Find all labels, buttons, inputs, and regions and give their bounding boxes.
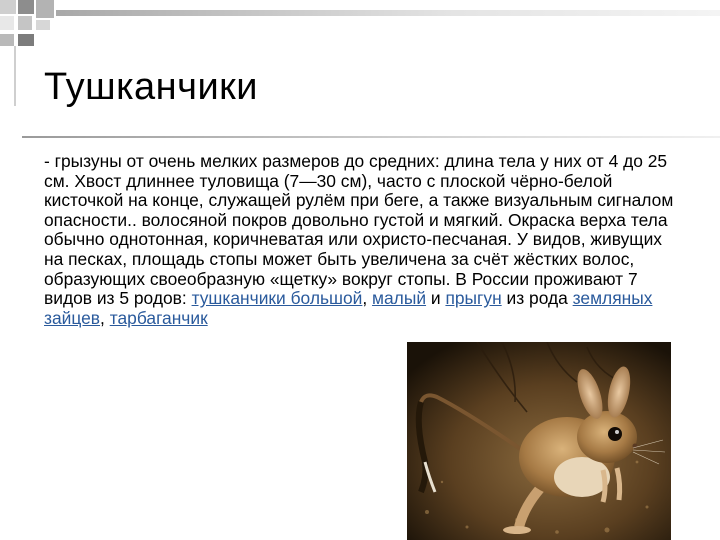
header-band — [56, 10, 720, 16]
jerboa-photo — [407, 342, 671, 540]
side-rule — [14, 46, 16, 106]
genus-text: из рода — [501, 288, 573, 309]
slide-title: Тушканчики — [44, 66, 259, 108]
decor-square — [0, 0, 16, 14]
link-big-jerboa[interactable]: тушканчики большой — [191, 288, 363, 309]
decor-square — [18, 34, 34, 46]
decor-square — [18, 0, 34, 14]
decor-square — [0, 16, 14, 30]
conjunction-text: и — [426, 288, 446, 309]
title-divider — [22, 136, 720, 138]
decor-square — [36, 0, 54, 18]
separator-text: , — [100, 307, 110, 328]
body-intro-text: - грызуны от очень мелких размеров до средних: длина тела у них от 4 до 25 см. Хвост длиннее туловища (7—30 см), часто с плоской чёрно-белой кисточкой на конце, служащей рулём при беге, а также визуальным сигналом опасности.. волосяной покров довольно густой и мягкий. Окраска верха тела обычно однотонная, коричневатая или охристо-песчаная. У видов, живущих на песках, площадь стопы может быть увеличена за счёт жёстких волос, образующих своеобразную «щетку» вокруг стопы. В России проживают 7 видов из 5 родов: — [44, 151, 674, 309]
body-paragraph — [44, 152, 684, 328]
decor-square — [36, 20, 50, 30]
link-earth-hares[interactable]: земляных зайцев — [44, 288, 653, 328]
decor-square — [18, 16, 32, 30]
link-small-jerboa[interactable]: малый — [372, 288, 427, 309]
decor-square — [0, 34, 14, 46]
link-tarbaganchik[interactable]: тарбаганчик — [109, 307, 208, 328]
separator-text: , — [362, 288, 373, 309]
link-jumper[interactable]: прыгун — [445, 288, 502, 309]
